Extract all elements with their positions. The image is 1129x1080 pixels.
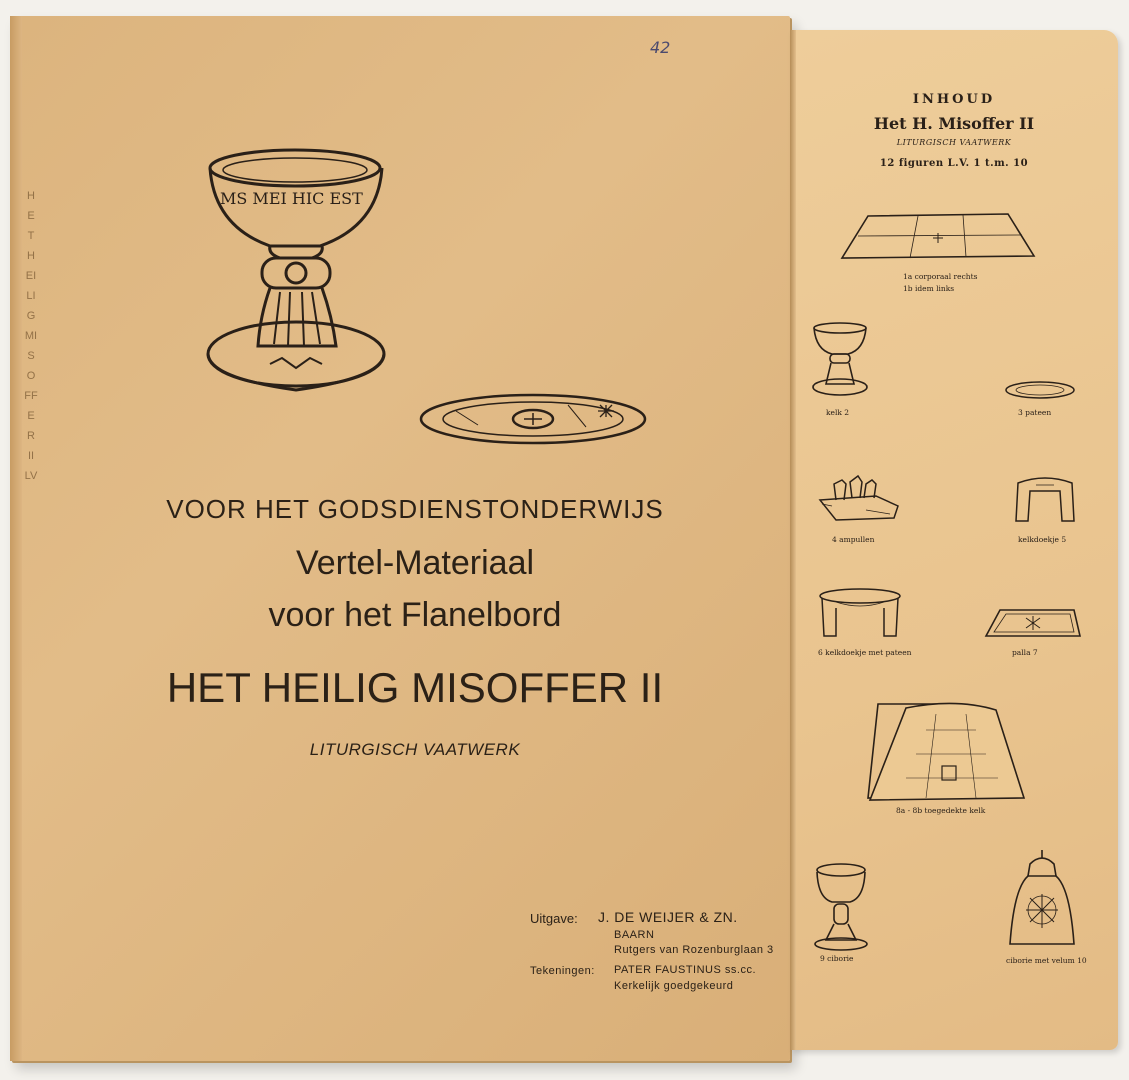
cover-spine <box>10 16 22 1061</box>
caption-corporal-b: 1b idem links <box>903 284 955 293</box>
contents-subtitle: LITURGISCH VAATWERK <box>896 138 1012 147</box>
cover-line-flanelbord: voor het Flanelbord <box>268 596 562 634</box>
booklet-cover <box>10 16 790 1061</box>
chalice-illustration <box>200 146 395 406</box>
contents-title: Het H. Misoffer II <box>873 114 1035 133</box>
caption-kelkdoekje: kelkdoekje 5 <box>1018 535 1067 544</box>
ciborie-figure <box>812 862 870 952</box>
caption-kelk: kelk 2 <box>826 408 850 417</box>
artist-name: PATER FAUSTINUS ss.cc. <box>614 964 756 976</box>
publisher-address: Rutgers van Rozenburglaan 3 <box>614 944 774 956</box>
cover-subtitle: LITURGISCH VAATWERK <box>309 740 521 759</box>
caption-kelkdoekje-met-pateen: 6 kelkdoekje met pateen <box>818 648 912 657</box>
palla-figure <box>982 608 1082 640</box>
caption-toegedekte-kelk: 8a - 8b toegedekte kelk <box>896 806 986 815</box>
caption-ciborie: 9 ciborie <box>820 954 854 963</box>
handwritten-page-number: 42 <box>650 38 671 57</box>
church-approval: Kerkelijk goedgekeurd <box>614 980 734 992</box>
contents-count: 12 figuren L.V. 1 t.m. 10 <box>879 158 1029 169</box>
kelk-figure <box>810 322 870 398</box>
paten-illustration <box>418 391 648 451</box>
kelkdoekje-figure <box>1012 475 1078 525</box>
corporal-figure <box>838 208 1038 264</box>
cover-line-vertel-materiaal: Vertel-Materiaal <box>295 544 535 582</box>
publisher-name: J. DE WEIJER & ZN. <box>598 909 738 925</box>
contents-heading: INHOUD <box>912 92 996 107</box>
kelkdoekje-met-pateen-figure <box>816 588 902 644</box>
caption-pateen: 3 pateen <box>1018 408 1052 417</box>
sheet-gutter <box>790 30 796 1050</box>
caption-corporal-a: 1a corporaal rechts <box>903 272 978 281</box>
cover-line-education: VOOR HET GODSDIENSTONDERWIJS <box>166 494 664 524</box>
tekeningen-label: Tekeningen: <box>530 965 595 977</box>
ampullen-figure <box>816 470 902 526</box>
publisher-city: BAARN <box>614 929 655 941</box>
spine-text: HET HEILIG MISOFFER II LV <box>24 190 38 482</box>
caption-ampullen: 4 ampullen <box>832 535 875 544</box>
ciborie-met-velum-figure <box>1004 848 1080 950</box>
contents-sheet <box>790 30 1118 1050</box>
caption-ciborie-met-velum: ciborie met velum 10 <box>1006 956 1087 965</box>
pateen-figure <box>1004 380 1076 400</box>
chalice-inscription <box>220 189 363 208</box>
caption-palla: palla 7 <box>1012 648 1038 657</box>
uitgave-label: Uitgave: <box>530 911 578 926</box>
toegedekte-kelk-figure <box>866 700 1026 804</box>
cover-title: HET HEILIG MISOFFER II <box>166 664 664 711</box>
svg-text:MS MEI HIC EST: MS MEI HIC EST <box>220 189 363 208</box>
